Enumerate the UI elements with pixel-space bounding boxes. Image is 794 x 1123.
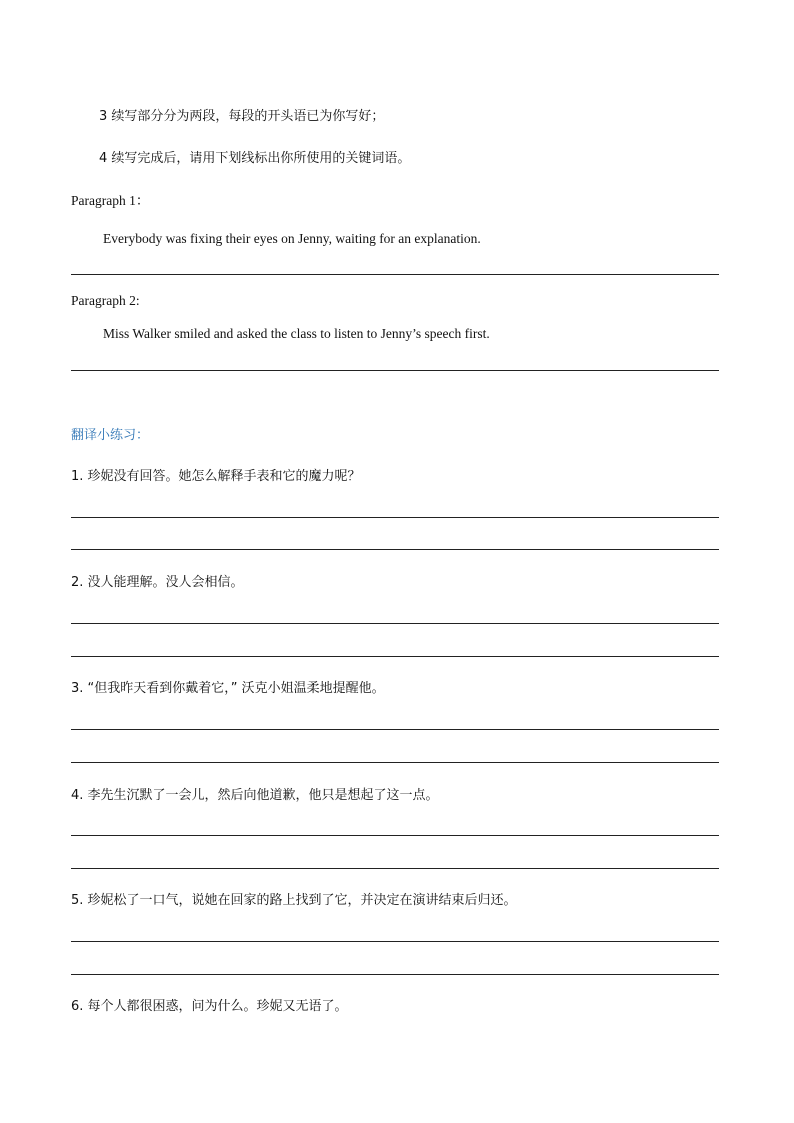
answer-line: [71, 868, 719, 869]
translation-item-2: 2. 没人能理解。没人会相信。: [71, 575, 244, 590]
answer-line: [71, 623, 719, 624]
answer-line: [71, 549, 719, 550]
translation-item-3: 3. “但我昨天看到你戴着它，” 沃克小姐温柔地提醒他。: [71, 681, 385, 696]
instruction-item-3: 3 续写部分分为两段，每段的开头语已为你写好；: [99, 109, 385, 124]
answer-line: [71, 762, 719, 763]
paragraph-1-label: Paragraph 1：: [71, 193, 150, 208]
answer-line: [71, 729, 719, 730]
translation-item-4: 4. 李先生沉默了一会儿，然后向他道歉，他只是想起了这一点。: [71, 788, 439, 803]
answer-line: [71, 517, 719, 518]
answer-line: [71, 835, 719, 836]
paragraph-2-writing-line: [71, 370, 719, 371]
translation-item-1: 1. 珍妮没有回答。她怎么解释手表和它的魔力呢？: [71, 469, 361, 484]
instruction-item-4: 4 续写完成后，请用下划线标出你所使用的关键词语。: [99, 151, 411, 166]
answer-line: [71, 656, 719, 657]
answer-line: [71, 974, 719, 975]
answer-line: [71, 941, 719, 942]
translation-item-5: 5. 珍妮松了一口气，说她在回家的路上找到了它，并决定在演讲结束后归还。: [71, 893, 517, 908]
paragraph-2-label: Paragraph 2:: [71, 293, 140, 308]
translation-item-6: 6. 每个人都很困惑，问为什么。珍妮又无语了。: [71, 999, 348, 1014]
paragraph-1-opening: Everybody was fixing their eyes on Jenny, waiting for an explanation.: [103, 231, 481, 246]
translation-heading: 翻译小练习：: [71, 428, 150, 443]
paragraph-1-writing-line: [71, 274, 719, 275]
paragraph-2-opening: Miss Walker smiled and asked the class to listen to Jenny’s speech first.: [103, 326, 490, 341]
